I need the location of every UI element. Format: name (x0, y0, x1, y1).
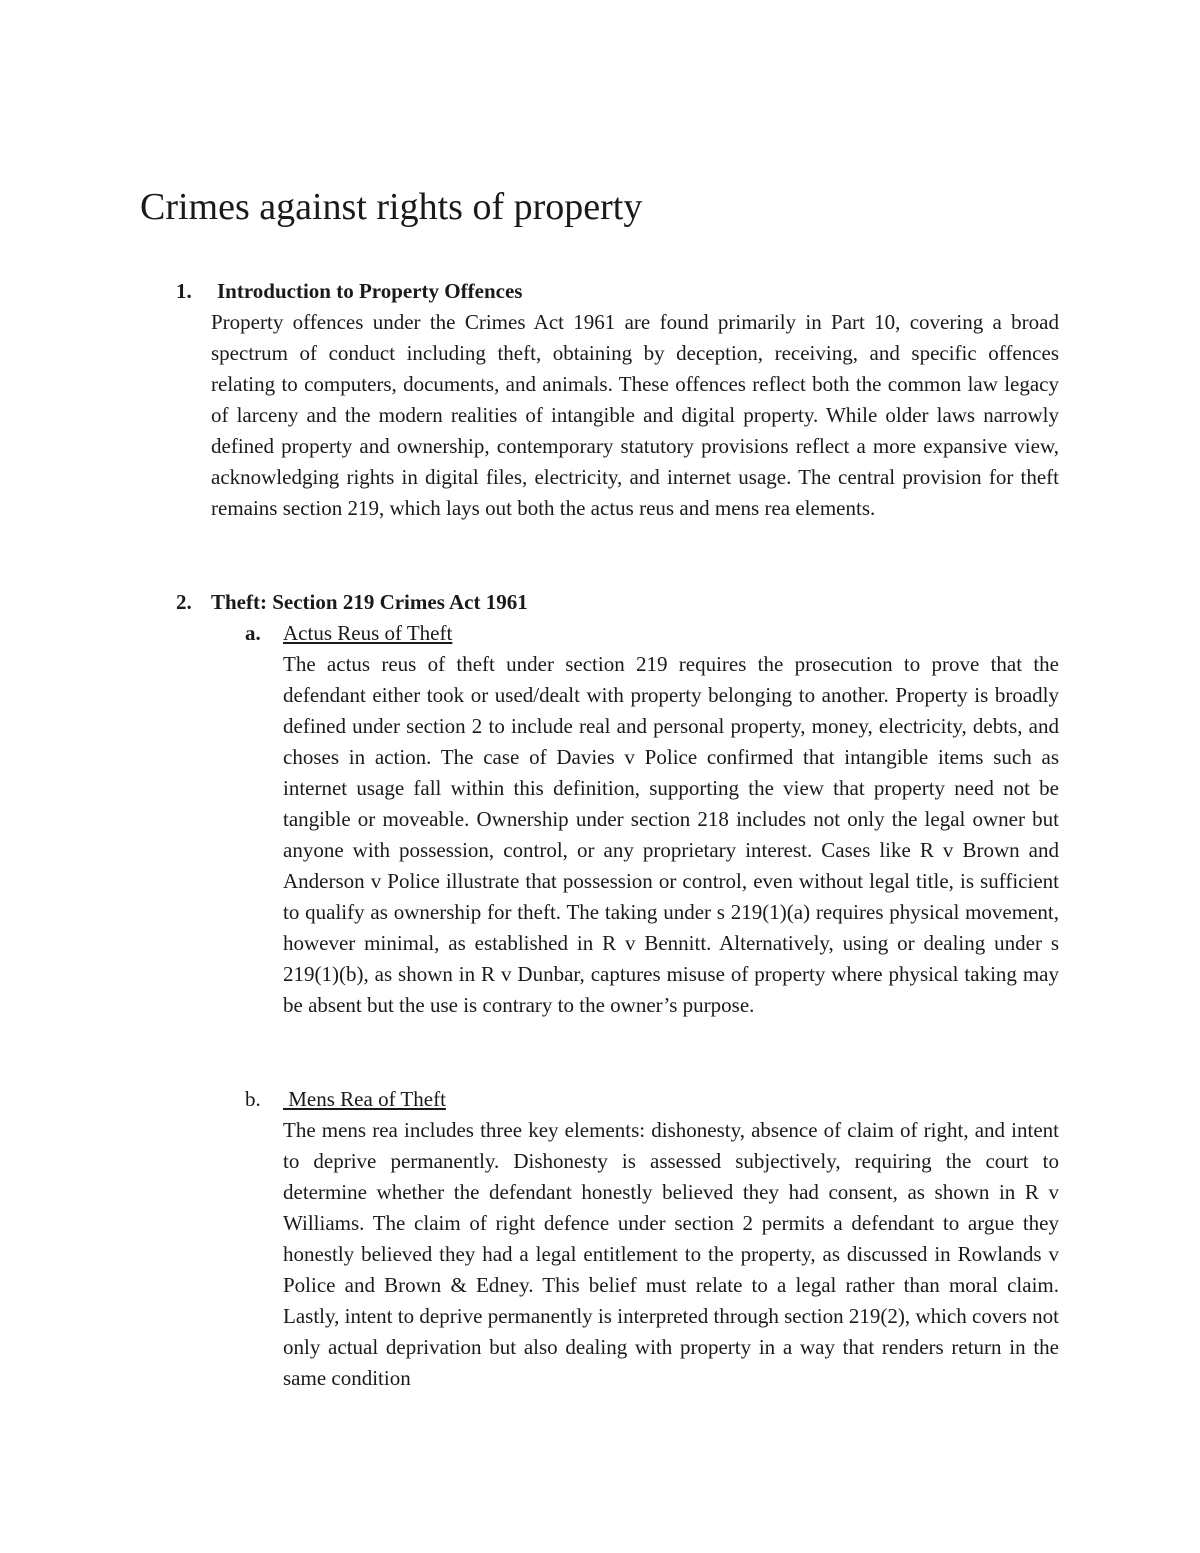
subsection-paragraph: The mens rea includes three key elements: dishonesty, absence of claim of right, and intent to deprive permanently. Dishonesty is assessed subjectively, requiring the court to determine whether the defendant honestly believed they had consent, as shown in R v Williams. The claim of right defence under section 2 permits a defendant to argue they honestly believed they had a legal entitlement to the property, as discussed in Rowlands v Police and Brown & Edney. This belief must relate to a legal rather than moral claim. Lastly, intent to deprive permanently is interpreted through section 219(2), which covers not only actual deprivation but also dealing with property in a way that renders return in the same condition (283, 1118, 1059, 1390)
section-number: 1. (176, 279, 192, 303)
subsection-paragraph: The actus reus of theft under section 219 requires the prosecution to prove that the defendant either took or used/dealt with property belonging to another. Property is broadly defined under section 2 to include real and personal property, money, electricity, debts, and choses in action. The case of Davies v Police confirmed that intangible items such as internet usage fall within this definition, supporting the view that property need not be tangible or moveable. Ownership under section 218 includes not only the legal owner but anyone with possession, control, or any proprietary interest. Cases like R v Brown and Anderson v Police illustrate that possession or control, even without legal title, is sufficient to qualify as ownership for theft. The taking under s 219(1)(a) requires physical movement, however minimal, as established in R v Bennitt. Alternatively, using or dealing under s 219(1)(b), as shown in R v Dunbar, captures misuse of property where physical taking may be absent but the use is contrary to the owner’s purpose. (283, 652, 1059, 1017)
section-heading: Introduction to Property Offences (217, 279, 523, 303)
subsection-heading: Mens Rea of Theft (283, 1087, 446, 1111)
section-heading: Theft: Section 219 Crimes Act 1961 (211, 590, 528, 614)
subsection-label: a. (245, 621, 261, 645)
subsection-heading: Actus Reus of Theft (283, 621, 453, 645)
subsection-label: b. (245, 1087, 261, 1111)
section-number: 2. (176, 590, 192, 614)
section-paragraph: Property offences under the Crimes Act 1961 are found primarily in Part 10, covering a broad spectrum of conduct including theft, obtaining by deception, receiving, and specific offences relating to computers, documents, and animals. These offences reflect both the common law legacy of larceny and the modern realities of intangible and digital property. While older laws narrowly defined property and ownership, contemporary statutory provisions reflect a more expansive view, acknowledging rights in digital files, electricity, and internet usage. The central provision for theft remains section 219, which lays out both the actus reus and mens rea elements. (211, 310, 1059, 520)
page-title: Crimes against rights of property (140, 186, 643, 228)
